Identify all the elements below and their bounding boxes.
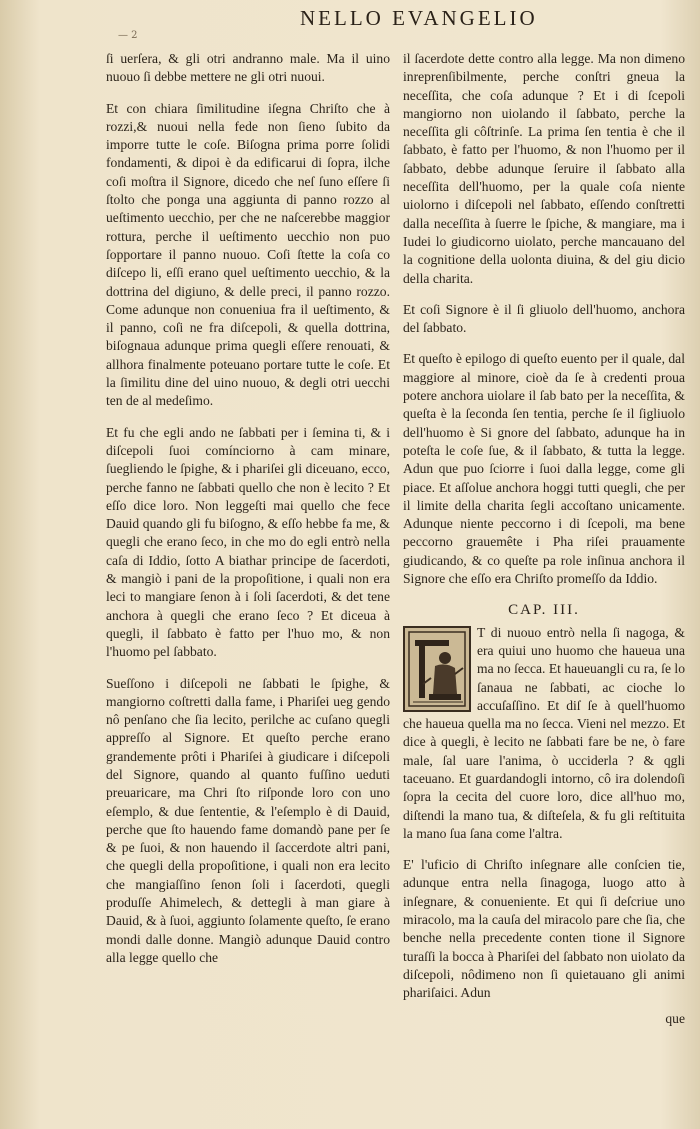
chapter-heading: CAP. III. [508, 602, 580, 619]
text-paragraph: E' l'uficio di Chriſto inſegnare alle conſcien tie, adunque entra nella ſinagoga, luogo atto à inſegnare, & conueniente. Et qui ſi deſcriue uno miracolo, ma la cauſa del miracolo pare che ſia, che benche nella precedente conten tione il Signore turaſſi la bocca à Phariſei del ſabbato non uiolato da diſcepoli, nôdimeno non ſi quietauano gli animi phariſaici. Adun [403, 857, 685, 1001]
right-column [403, 50, 685, 1028]
text-paragraph: Et queſto è epilogo di queſto euento per il quale, dal maggiore al minore, cioè da ſe à credenti proua potere anchora uiolare il ſab bato per la neceſſita, & queſta è la ſeconda ſen tentia, perche ſe il ſigliuolo dell'huomo è Si gnore del ſabbato, adunque ha in poteſta le coſe ſue, & il ſabbato, & tutta la legge. Adun que puo ſciorre i ſuoi dalla legge, come gli piace. Et aſſolue anchora hoggi tutti quegli, che per il limite della charita ſegli accoſtano unicamente. Adunque niente peccorno i di ſcepoli, ma bene peccorno grauemête i Pha riſei prauamente giudicando, & co queſte pa role inſinua anchora il Signore che eſſo era Chriſto promeſſo da Iddio. [403, 351, 685, 587]
running-head: NELLO EVANGELIO [300, 6, 538, 30]
woodcut-initial-icon [403, 626, 471, 712]
text-paragraph: Et coſi Signore è il ſi gliuolo dell'huomo, anchora del ſabbato. [403, 301, 685, 336]
left-column [106, 50, 390, 980]
woodcut-initial-figure-icon [405, 628, 469, 710]
catchword: que [665, 1010, 685, 1026]
chapter-opening [403, 624, 685, 844]
text-paragraph: ſi uerſera, & gli otri andranno male. Ma il uino nuouo ſi debbe mettere ne gli otri nuoui. [106, 51, 390, 85]
chapter-first-paragraph: T di nuouo entrò nella ſi nagoga, & era quiui uno huomo che haueua una ma no ſecca. Et haueuangli cu ra, ſe lo ſanaua ne ſabbati, ac cioche lo accuſaſſino. Et diſ ſe à quell'huomo che haueua quella ma no ſecca. Vieni nel mezzo. Et dice à quegli, è lecito ne ſabbati fare be ne, ò fare male, ſal uare l'anima, ò ucciderla ? & qgli taceuano. Et guardandogli intorno, cô ira dolendoſi ſopra la cecita del cuore loro, dice all'huo mo, diſtendi la mano tua, & diſteſela, & fu gli reſtituita la mano ſua ſana come l'altra. [403, 624, 685, 841]
text-paragraph: Et fu che egli ando ne ſabbati per i ſemina ti, & i diſcepoli ſuoi comínciorno à cam minare, ſuegliendo le ſpighe, & i phariſei gli diceuano, ecco, perche fanno ne ſabbati quello che non è lecito ? Et eſſo dice loro. Non leggeſti mai quello che fece Dauid quando gli fu biſogno, & eſſo hebbe fa me, & quegli che erano ſeco, in che mo do egli entrò nella caſa di Iddio, ſotto A biathar principe de ſacerdoti, & mangiò i pani de la propoſitione, i quali non era leci to mangiare ſenon à i ſoli ſacerdoti, & det tene anchora à quegli che erano ſeco ? Et diceua à quegli, il ſabbato è fatto per l'huo mo, & non l'huomo pel ſabbato. [106, 424, 390, 660]
folio-mark: — 2 [118, 30, 138, 41]
text-paragraph: Et con chiara ſimilitudine iſegna Chriſto che à rozzi,& nuoui nella fede non ſieno ſubito da imporre tutte le coſe. Biſogna prima porre ſolidi fondamenti, & dipoi è da edificarui di ſopra, ilche coſi moſtra il Signore, dicedo che neſ ſuno eſſere ſi ſtolto che ponga una aggiunta di panno rozzo al ueſtimento uecchio, per che ne naſcerebbe maggior rottura, perche il ueſtimento uecchio non puo ſopportare il panno nuouo. Coſi ſtette la coſa co diſcepo li, eſſi erano quel ueſtimento uecchio, & la dottrina del digiuno, & delle preci, il panno rozzo. Come adunque non conueniua fra il ueſtimento, & il panno, coſi ne fra diſcepoli, & quella dottrina, biſognaua adunque prima quegli eſſere renouati, & allhora finalmente poteuano portare tutte le coſe. Et la ſimilitu dine del uino nuouo, & degli otri uecchi ten de al medeſimo. [106, 100, 390, 409]
text-paragraph: il ſacerdote dette contro alla legge. Ma non dimeno inreprenſibilmente, perche conſtri gneua la neceſſita, che coſa adunque ? Et i di ſcepoli mangiorno non uiolando il ſabbato, perche la neceſſita gli côſtrinſe. La prima ſen tentia è che il ſabbato, è fatto per l'huomo, & non l'huomo per il ſabbato, debbe adunque ſeruire il ſabbato alla neceſſita dell'huomo, per la quale coſa niente uiolorno i diſcepoli nel ſabbato, eſſendo conſtretti dalla neceſſita à ſuerre le ſpiche, & mangiare, ma i Iudei lo giudicorno uiolato, perche mancauano del la cognitione della uolonta diuina, & del giu dicio della charita. [403, 51, 685, 286]
text-paragraph: Sueſſono i diſcepoli ne ſabbati le ſpighe, & mangiorno coſtretti dalla fame, i Phariſei ueg gendo nô penſano che ſia lecito, perilche ac cuſano quegli appreſſo al Signore. Et queſto perche erano grandemente prôti i Phariſei à giudicare i diſcepoli del Signore, quando al quanto fuſſino ueduti preuaricare, ma Chri ſto riſponde loro con uno eſemplo, & due ſententie, & l'eſemplo è di Dauid, perche que ſto hauendo fame domandò pane per ſe & pe ſuoi, & non hauendo il ſaccerdote altri pani, che quegli della propoſitione, i quali non era lecito che mangiaſſino ſenon ſoli i ſacerdoti, quegli produſſe Ahimelech, & dettegli à man giare à Dauid, & à ſuoi, aggiunto ſolamente queſto, ſe erano mondi dalle donne. Mangiò adunque Dauid contro alla legge quello che [106, 675, 390, 965]
